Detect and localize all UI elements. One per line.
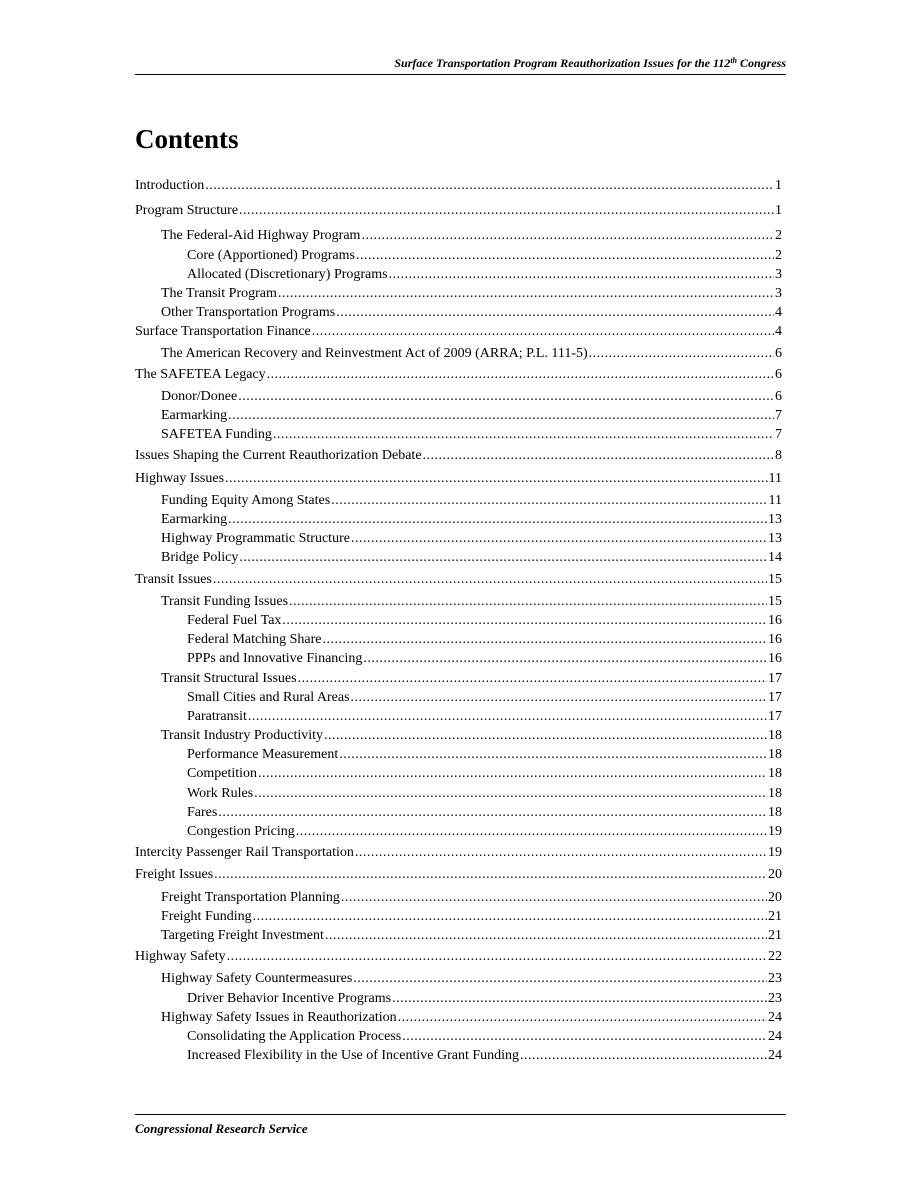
footer-text: Congressional Research Service: [135, 1121, 308, 1136]
toc-leader-dots: [339, 745, 767, 764]
toc-entry-title: Freight Funding: [161, 908, 252, 924]
toc-leader-dots: [225, 469, 767, 488]
toc-entry[interactable]: [135, 265, 782, 284]
toc-leader-dots: [228, 406, 774, 425]
toc-entry-page: 23: [768, 971, 782, 987]
header-title-superscript: th: [730, 56, 737, 65]
toc-leader-dots: [238, 387, 774, 406]
toc-entry-page: 23: [768, 990, 782, 1006]
toc-entry-title: Surface Transportation Finance: [135, 324, 311, 340]
toc-leader-dots: [361, 226, 774, 245]
toc-entry-title: Highway Safety: [135, 949, 226, 965]
toc-entry[interactable]: [135, 406, 782, 425]
toc-entry-page: 24: [768, 1028, 782, 1044]
toc-leader-dots: [351, 688, 767, 707]
toc-entry[interactable]: [135, 303, 782, 322]
toc-entry-title: The American Recovery and Reinvestment Act of 2009 (ARRA; P.L. 111-5): [161, 345, 588, 361]
toc-entry[interactable]: [135, 630, 782, 649]
running-footer: [135, 1114, 786, 1136]
toc-entry-page: 16: [768, 651, 782, 667]
toc-leader-dots: [239, 201, 774, 220]
toc-leader-dots: [227, 947, 767, 966]
toc-entry-title: Introduction: [135, 178, 205, 193]
toc-entry-title: Increased Flexibility in the Use of Incentive Grant Funding: [187, 1048, 520, 1064]
header-title-main: Surface Transportation Program Reauthorization Issues for the 112: [394, 56, 731, 70]
toc-entry[interactable]: [135, 284, 782, 303]
toc-entry-title: Small Cities and Rural Areas: [187, 689, 350, 705]
toc-leader-dots: [520, 1046, 767, 1065]
toc-entry-page: 19: [768, 824, 782, 839]
toc-entry-page: 13: [768, 531, 782, 547]
toc-entry-title: Allocated (Discretionary) Programs: [187, 266, 388, 282]
toc-entry[interactable]: [135, 529, 782, 548]
toc-leader-dots: [213, 570, 767, 589]
toc-entry[interactable]: [135, 745, 782, 764]
toc-entry[interactable]: [135, 611, 782, 630]
toc-leader-dots: [363, 649, 767, 668]
toc-entry[interactable]: [135, 592, 782, 611]
toc-entry-page: 15: [768, 571, 782, 587]
page-title: Contents: [135, 124, 239, 154]
toc-entry-page: 24: [768, 1009, 782, 1025]
toc-entry-page: 17: [768, 708, 782, 724]
toc-entry-title: Work Rules: [187, 785, 254, 801]
toc-entry-title: Paratransit: [187, 708, 247, 724]
toc-entry[interactable]: [135, 726, 782, 745]
toc-entry[interactable]: [135, 688, 782, 707]
toc-entry-title: Transit Structural Issues: [161, 670, 297, 686]
toc-entry-title: The Transit Program: [161, 285, 277, 301]
toc-entry[interactable]: [135, 226, 782, 245]
toc-entry-page: 18: [768, 785, 782, 801]
toc-entry-title: Intercity Passenger Rail Transportation: [135, 845, 354, 861]
toc-entry-page: 18: [768, 747, 782, 763]
toc-entry[interactable]: [135, 1027, 782, 1046]
toc-entry-title: Transit Issues: [135, 571, 212, 587]
toc-entry-title: The Federal-Aid Highway Program: [161, 228, 361, 244]
toc-leader-dots: [351, 529, 767, 548]
toc-entry[interactable]: [135, 764, 782, 783]
toc-entry-title: PPPs and Innovative Financing: [187, 651, 363, 667]
toc-entry-page: 11: [768, 492, 782, 508]
toc-entry-title: Other Transportation Programs: [161, 305, 336, 321]
toc-entry-page: 16: [768, 612, 782, 628]
toc-entry-title: The SAFETEA Legacy: [135, 366, 266, 382]
toc-leader-dots: [267, 365, 774, 384]
toc-entry[interactable]: [135, 548, 782, 567]
toc-entry-page: 19: [768, 845, 782, 861]
toc-entry-title: Federal Matching Share: [187, 632, 322, 648]
table-of-contents: [135, 176, 782, 1065]
toc-entry-title: Program Structure: [135, 203, 239, 219]
toc-entry-page: 13: [768, 512, 782, 527]
toc-entry-title: SAFETEA Funding: [161, 427, 272, 443]
toc-entry[interactable]: [135, 469, 782, 488]
toc-leader-dots: [228, 510, 767, 529]
toc-entry-page: 6: [775, 366, 782, 382]
toc-entry-title: Highway Issues: [135, 470, 225, 486]
toc-entry-page: 11: [768, 470, 782, 486]
toc-entry-page: 6: [775, 388, 782, 404]
toc-entry[interactable]: [135, 1046, 782, 1065]
toc-entry-page: 4: [775, 324, 782, 340]
toc-entry[interactable]: [135, 926, 782, 945]
toc-entry-title: Freight Transportation Planning: [161, 889, 340, 905]
toc-entry-title: Highway Programmatic Structure: [161, 531, 350, 547]
toc-leader-dots: [312, 322, 774, 341]
toc-leader-dots: [239, 548, 767, 567]
toc-entry-page: 1: [775, 203, 782, 219]
toc-entry-page: 7: [775, 408, 782, 424]
toc-entry[interactable]: [135, 446, 782, 465]
toc-leader-dots: [278, 284, 774, 303]
header-title-suffix: Congress: [736, 56, 786, 70]
toc-leader-dots: [325, 926, 767, 945]
toc-leader-dots: [331, 491, 767, 510]
toc-entry[interactable]: [135, 176, 782, 195]
toc-entry[interactable]: [135, 570, 782, 589]
toc-entry-title: Core (Apportioned) Programs: [187, 247, 355, 263]
toc-entry[interactable]: [135, 344, 782, 363]
toc-entry[interactable]: [135, 907, 782, 926]
toc-entry-title: Performance Measurement: [187, 747, 339, 763]
toc-entry-title: Transit Funding Issues: [161, 593, 289, 609]
toc-entry-title: Donor/Donee: [161, 388, 238, 404]
toc-entry-page: 6: [775, 345, 782, 361]
toc-entry[interactable]: [135, 649, 782, 668]
toc-entry-title: Highway Safety Issues in Reauthorization: [161, 1009, 397, 1025]
toc-entry[interactable]: [135, 387, 782, 406]
toc-leader-dots: [389, 265, 774, 284]
toc-entry-page: 2: [775, 247, 782, 263]
toc-entry-page: 16: [768, 632, 782, 648]
running-header: [135, 54, 786, 75]
toc-leader-dots: [323, 630, 767, 649]
toc-entry[interactable]: [135, 784, 782, 803]
toc-entry[interactable]: [135, 491, 782, 510]
toc-leader-dots: [341, 888, 767, 907]
toc-entry[interactable]: [135, 201, 782, 220]
toc-entry[interactable]: [135, 1008, 782, 1027]
toc-entry-page: 3: [775, 285, 782, 301]
toc-entry-title: Earmarking: [161, 512, 228, 527]
toc-entry[interactable]: [135, 989, 782, 1008]
toc-leader-dots: [356, 246, 774, 265]
toc-entry-title: Driver Behavior Incentive Programs: [187, 990, 392, 1006]
toc-leader-dots: [253, 907, 767, 926]
toc-leader-dots: [298, 669, 767, 688]
toc-leader-dots: [205, 176, 774, 195]
toc-entry-page: 18: [768, 766, 782, 782]
toc-entry-title: Targeting Freight Investment: [161, 927, 324, 943]
toc-leader-dots: [392, 989, 767, 1008]
toc-leader-dots: [324, 726, 767, 745]
toc-entry-page: 8: [775, 448, 782, 464]
toc-leader-dots: [289, 592, 767, 611]
toc-leader-dots: [282, 611, 767, 630]
toc-entry-page: 4: [775, 305, 782, 321]
toc-entry-title: Consolidating the Application Process: [187, 1028, 402, 1044]
toc-entry[interactable]: [135, 888, 782, 907]
toc-entry-page: 21: [768, 908, 782, 924]
toc-leader-dots: [218, 803, 767, 822]
toc-leader-dots: [353, 969, 767, 988]
toc-leader-dots: [423, 446, 774, 465]
toc-leader-dots: [258, 764, 767, 783]
toc-entry-page: 15: [768, 593, 782, 609]
toc-entry[interactable]: [135, 843, 782, 862]
toc-entry-title: Fares: [187, 804, 218, 820]
toc-leader-dots: [296, 822, 767, 841]
toc-entry-title: Funding Equity Among States: [161, 492, 331, 508]
toc-entry[interactable]: [135, 822, 782, 841]
toc-entry[interactable]: [135, 510, 782, 529]
toc-entry[interactable]: [135, 947, 782, 966]
toc-leader-dots: [402, 1027, 767, 1046]
toc-leader-dots: [214, 865, 767, 884]
toc-entry[interactable]: [135, 803, 782, 822]
toc-leader-dots: [355, 843, 767, 862]
toc-entry-title: Freight Issues: [135, 867, 214, 883]
toc-entry-title: Earmarking: [161, 408, 228, 424]
toc-entry[interactable]: [135, 365, 782, 384]
toc-entry[interactable]: [135, 322, 782, 341]
toc-entry-page: 21: [768, 927, 782, 943]
toc-leader-dots: [248, 707, 767, 726]
toc-leader-dots: [398, 1008, 767, 1027]
toc-entry-page: 24: [768, 1048, 782, 1064]
toc-entry-page: 3: [775, 266, 782, 282]
header-title: [394, 56, 786, 71]
toc-entry-page: 17: [768, 670, 782, 686]
toc-entry-title: Highway Safety Countermeasures: [161, 971, 353, 987]
toc-entry[interactable]: [135, 969, 782, 988]
toc-entry[interactable]: [135, 865, 782, 884]
toc-entry-page: 17: [768, 689, 782, 705]
toc-entry-page: 14: [768, 550, 782, 566]
toc-leader-dots: [273, 425, 774, 444]
toc-entry-page: 18: [768, 728, 782, 744]
toc-entry-page: 18: [768, 804, 782, 820]
toc-entry-title: Congestion Pricing: [187, 824, 295, 839]
toc-leader-dots: [589, 344, 774, 363]
toc-entry-title: Issues Shaping the Current Reauthorization Debate: [135, 448, 422, 464]
toc-entry[interactable]: [135, 707, 782, 726]
toc-entry-title: Bridge Policy: [161, 550, 239, 566]
toc-leader-dots: [336, 303, 774, 322]
toc-entry[interactable]: [135, 669, 782, 688]
toc-entry-page: 7: [775, 427, 782, 443]
toc-entry[interactable]: [135, 246, 782, 265]
toc-entry-page: 20: [768, 867, 782, 883]
toc-entry[interactable]: [135, 425, 782, 444]
toc-leader-dots: [254, 784, 767, 803]
toc-entry-title: Federal Fuel Tax: [187, 612, 282, 628]
toc-entry-page: 22: [768, 949, 782, 965]
toc-entry-title: Competition: [187, 766, 257, 782]
toc-entry-title: Transit Industry Productivity: [161, 728, 324, 744]
toc-entry-page: 2: [775, 228, 782, 244]
toc-entry-page: 1: [775, 178, 782, 193]
toc-entry-page: 20: [768, 889, 782, 905]
